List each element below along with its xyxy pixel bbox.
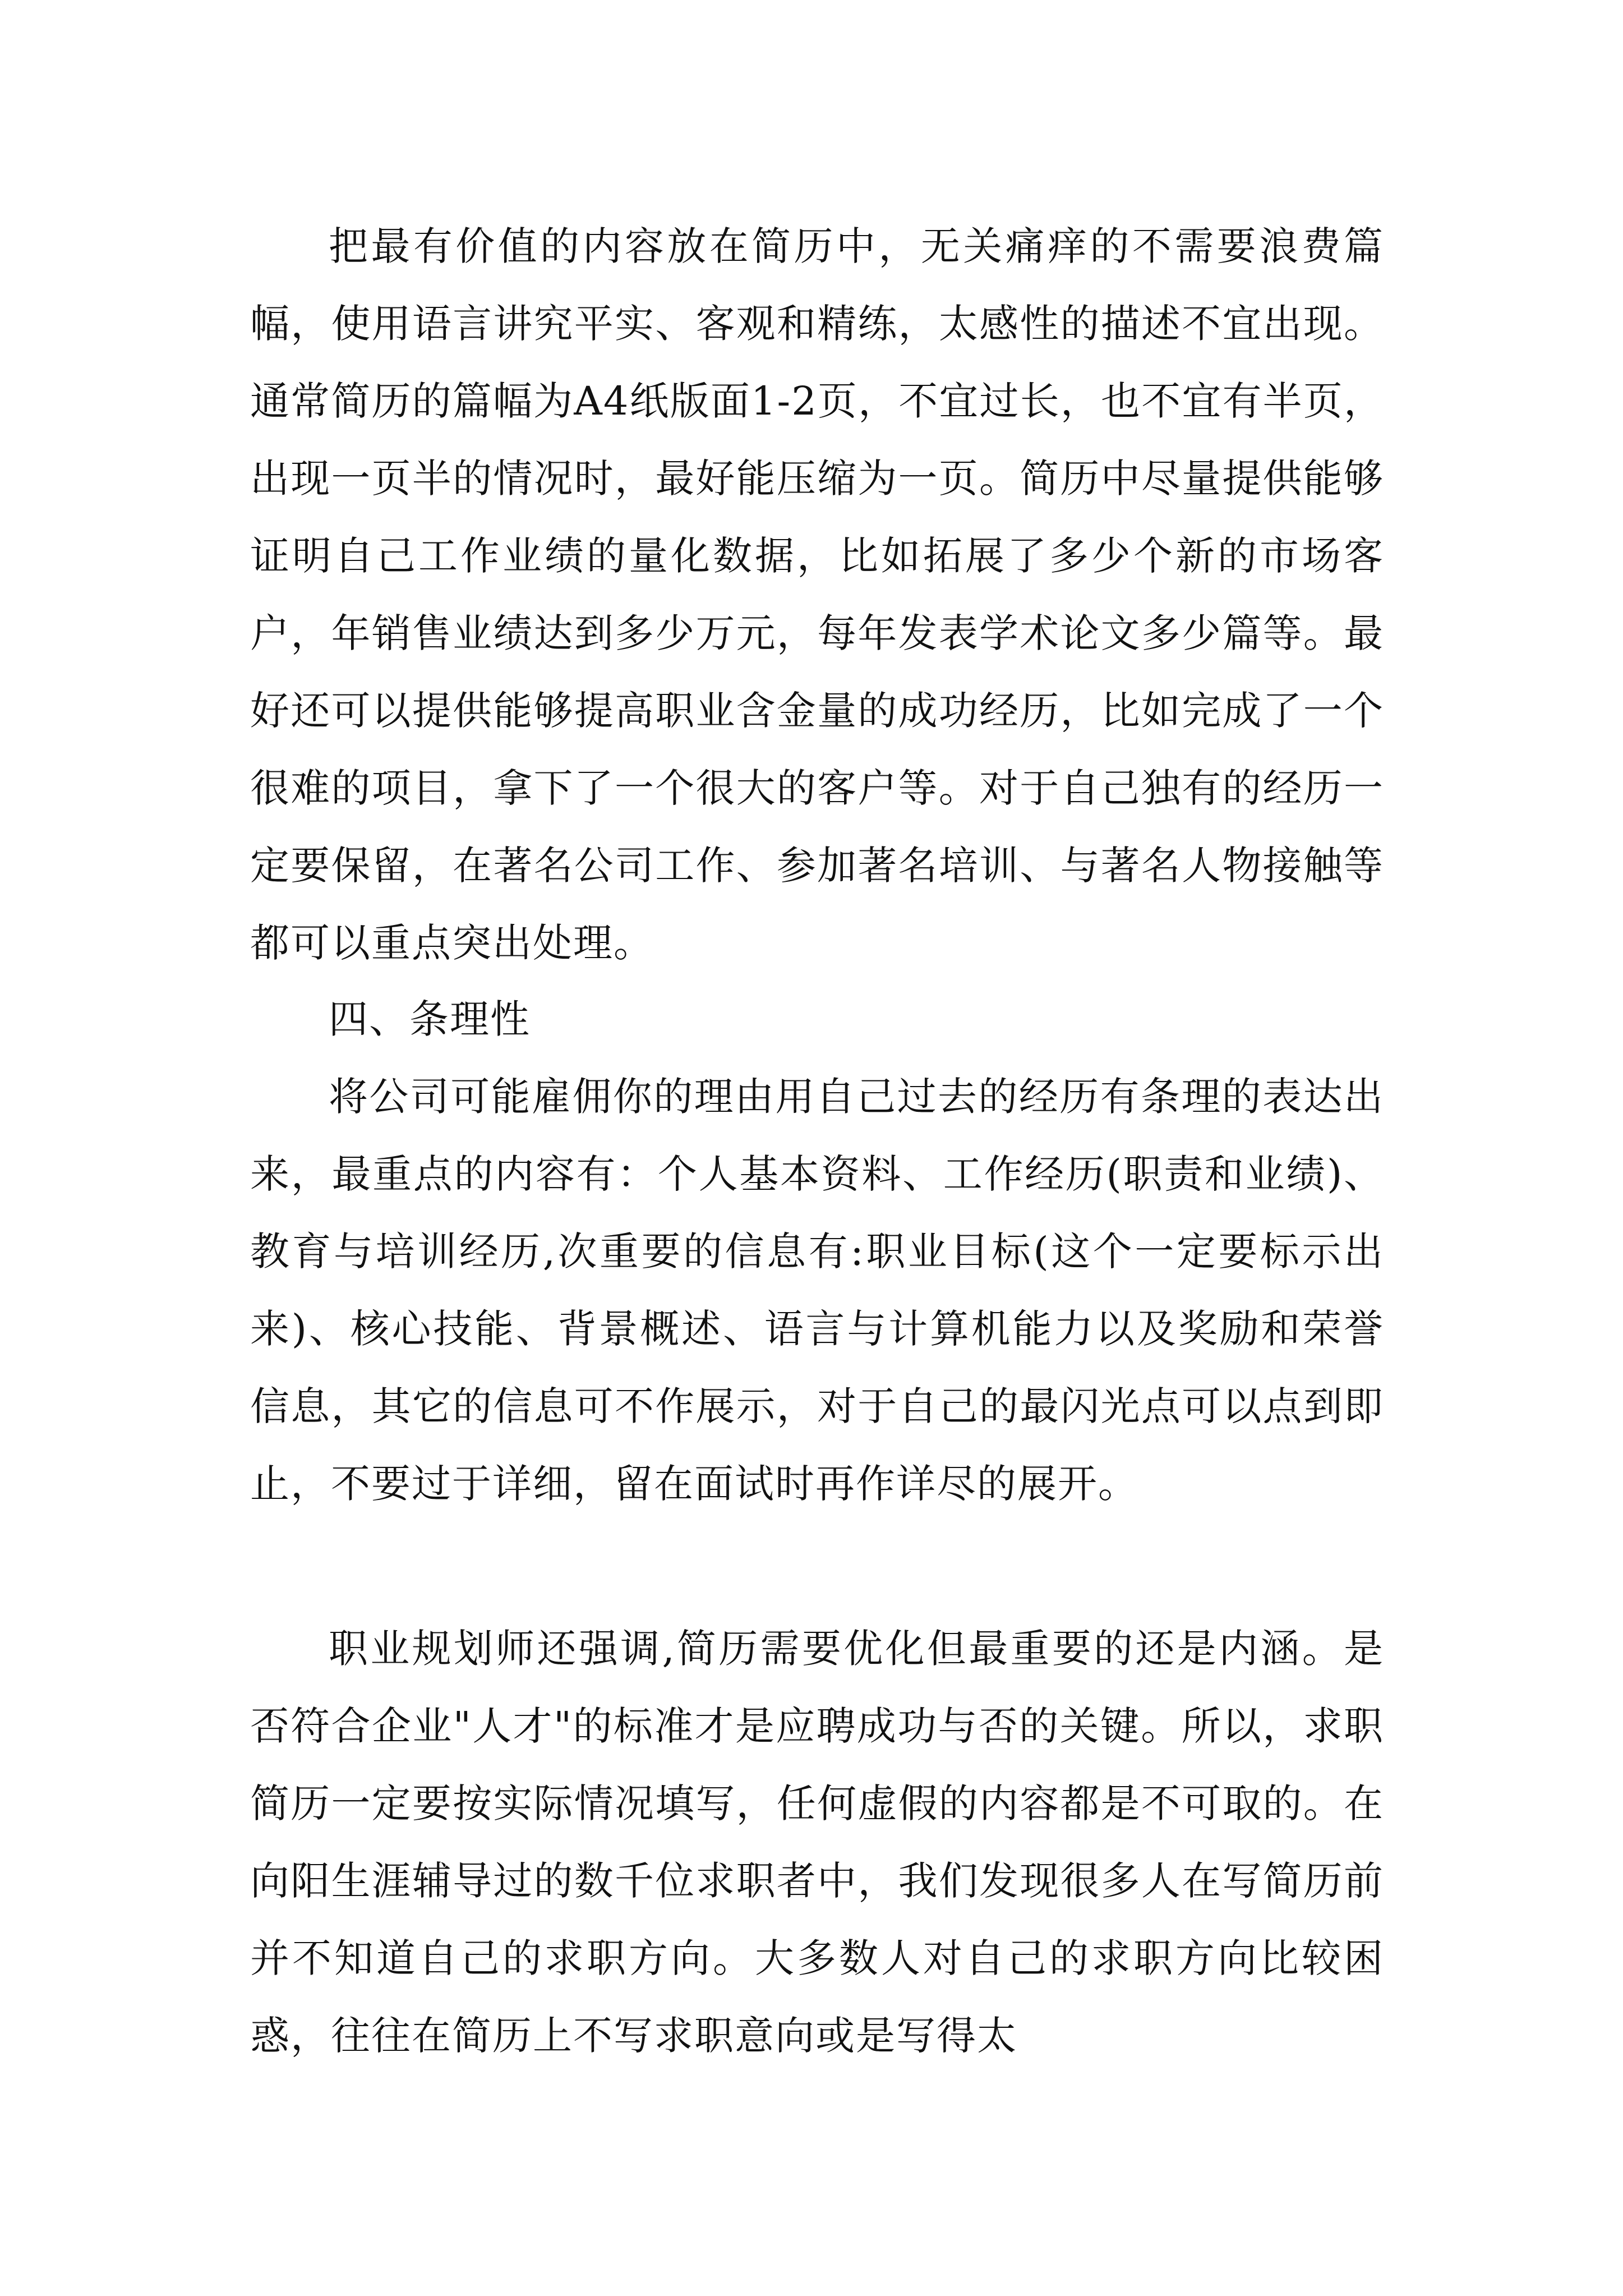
body-paragraph-3-block (250, 1610, 1384, 2074)
body-paragraph-1-block (250, 208, 1384, 982)
body-paragraph-1: 把最有价值的内容放在简历中，无关痛痒的不需要浪费篇幅，使用语言讲究平实、客观和精练，太感性的描述不宜出现。通常简历的篇幅为A4纸版面1-2页，不宜过长，也不宜有半页，出现一页半的情况时，最好能压缩为一页。简历中尽量提供能够证明自己工作业绩的量化数据，比如拓展了多少个新的市场客户，年销售业绩达到多少万元，每年发表学术论文多少篇等。最好还可以提供能够提高职业含金量的成功经历，比如完成了一个很难的项目，拿下了一个很大的客户等。对于自己独有的经历一定要保留，在著名公司工作、参加著名培训、与著名人物接触等都可以重点突出处理。 (250, 223, 1384, 966)
body-paragraph-2-block (250, 1058, 1384, 1522)
body-paragraph-3: 职业规划师还强调,简历需要优化但最重要的还是内涵。是否符合企业"人才"的标准才是应聘成功与否的关键。所以，求职简历一定要按实际情况填写，任何虚假的内容都是不可取的。在向阳生涯辅导过的数千位求职者中，我们发现很多人在写简历前并不知道自己的求职方向。大多数人对自己的求职方向比较困惑，往往在简历上不写求职意向或是写得太 (250, 1626, 1384, 2059)
body-paragraph-2: 将公司可能雇佣你的理由用自己过去的经历有条理的表达出来，最重点的内容有：个人基本资料、工作经历(职责和业绩)、教育与培训经历,次重要的信息有:职业目标(这个一定要标示出来)、核心技能、背景概述、语言与计算机能力以及奖励和荣誉信息，其它的信息可不作展示，对于自己的最闪光点可以点到即止，不要过于详细，留在面试时再作详尽的展开。 (250, 1074, 1384, 1507)
section-heading: 四、条理性 (329, 996, 531, 1042)
section-heading-block (250, 981, 1384, 1058)
